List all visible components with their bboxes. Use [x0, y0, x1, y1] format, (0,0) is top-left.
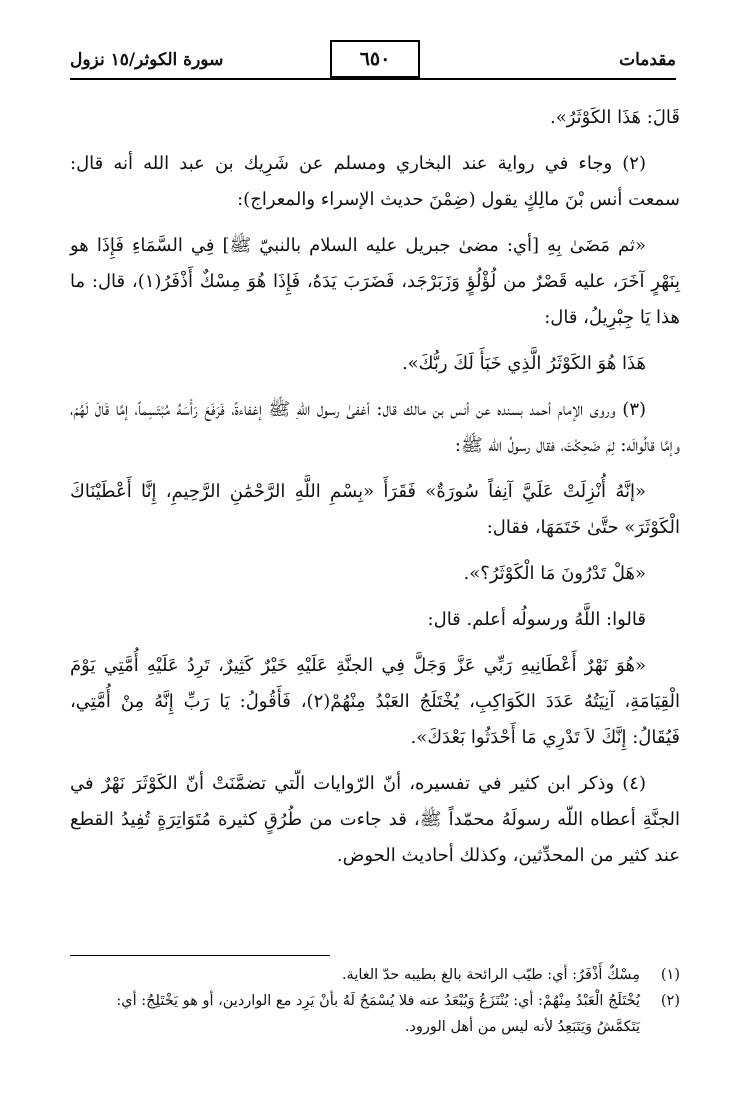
hadith-quote: «إنَّهُ أُنْزِلَتْ عَلَيَّ آنِفاً سُورَةٌ» فَقَرَأَ «بِسْمِ اللَّهِ الرَّحْمَٰنِ الرَّحِيمِ، إِنَّا أَعْطَيْنَاكَ الْكَوْثَرَ» حتَّىٰ خَتَمَهَا، فقال: [70, 481, 680, 538]
paragraph: (٤) وذكر ابن كثير في تفسيره، أنّ الرّوايات الّتي تضمَّنَتْ أنّ الكَوْثَرَ نَهْرٌ في الجنَّةِ أعطاه اللّه رسولَهُ محمّداً ﷺ، قد جاءت من طُرُقٍ كثيرة مُتَوَاتِرَةٍ تُفِيدُ القطع عند كثير من المحدِّثين، وكذلك أحاديث الحوض. [70, 773, 680, 866]
paragraph: قَالَ: هَذَا الكَوْثَرُ». [549, 107, 680, 128]
paragraph: (٣) وروى الإمام أحمد بسنده عن أنس بن مالك قال: أغفىٰ رسول اللهِ ﷺ إغفاءةً، فَرَفَعَ رَأْسَهُ مُبْتَسِماً، إمَّا قَالَ لَهُمْ، وإمَّا قالُوالَه: لِمَ ضَحِكْتَ، فقال رسولُ الله ﷺ: [70, 399, 680, 456]
paragraph: قالوا: اللَّهُ ورسولُه أعلم. قال: [427, 609, 646, 630]
page-number: ٦٥٠ [359, 48, 391, 70]
body-text [70, 100, 680, 884]
hadith-quote: «هُوَ نَهْرٌ أَعْطَانِيهِ رَبِّي عَزَّ وَجَلَّ فِي الجنَّةِ عَلَيْهِ خَيْرٌ كَثِيرٌ، تَرِدُ عَلَيْهِ أُمَّتِي يَوْمَ الْقِيَامَةِ، آنِيَتُهُ عَدَدَ الكَوَاكِبِ، يُخْتَلَجُ العَبْدُ مِنْهُمْ(٢)، فَأَقُولُ: يَا رَبِّ إِنَّهُ مِنْ أُمَّتِي، فَيُقَالُ: إِنَّكَ لاَ تَدْرِي مَا أَحْدَثُوا بَعْدَكَ». [70, 655, 680, 748]
footnotes [70, 962, 680, 1040]
page-number-box [330, 40, 420, 78]
hadith-quote: «ثم مَضَىٰ بِهِ [أي: مضىٰ جبريل عليه السلام بالنبيّ ﷺ] فِي السَّمَاءِ فَإِذَا هو بِنَهْرٍ آخَرَ، عليه قَصْرٌ من لُؤْلُؤٍ وَزَبَرْجَد، فَضَرَبَ يَدَهُ، فَإِذَا هُوَ مِسْكٌ أَذْفَرُ(١)، قال: ما هذا يَا جِبْرِيلُ، قال: [70, 235, 680, 328]
footnote-rule [70, 955, 330, 956]
page-header [70, 40, 676, 80]
hadith-quote: هَذَا هُوَ الكَوْثَرُ الَّذِي خَبَأَ لَكَ ربُّكَ». [401, 353, 646, 374]
hadith-quote: «هَلْ تَدْرُونَ مَا الْكَوْثَرُ؟». [463, 563, 646, 584]
footnote-text: يُخْتَلَجُ الْعَبْدُ مِنْهُمْ: أي: يُنْتَزَعُ وَيُبْعَدُ عنه فلا يُسْمَحُ لَهُ بأنْ يَرِد مع الواردين، أو هو يَخْتَلِجُ: أي: يَتَكمَّشُ وَيَتَبَعِدُ لأنه ليس من أهل الورود. [116, 993, 640, 1035]
section-title: مقدمات [619, 50, 676, 70]
chapter-title: سورة الكوثر/١٥ نزول [70, 50, 224, 70]
footnote-number: (١) [660, 967, 680, 983]
header-rule [70, 78, 676, 80]
footnote-text: مِسْكٌ أَذْفَرُ: أي: طيّب الرائحة بالغ بطيبه حدّ الغاية. [341, 967, 640, 983]
footnote [70, 962, 680, 988]
paragraph: (٢) وجاء في رواية عند البخاري ومسلم عن شَرِيك بن عبد الله أنه قال: سمعت أنس بْنَ مالِكٍ يقول (ضِمْنَ حديث الإسراء والمعراج): [70, 153, 680, 210]
footnote-number: (٢) [660, 993, 680, 1009]
footnote [70, 988, 680, 1040]
